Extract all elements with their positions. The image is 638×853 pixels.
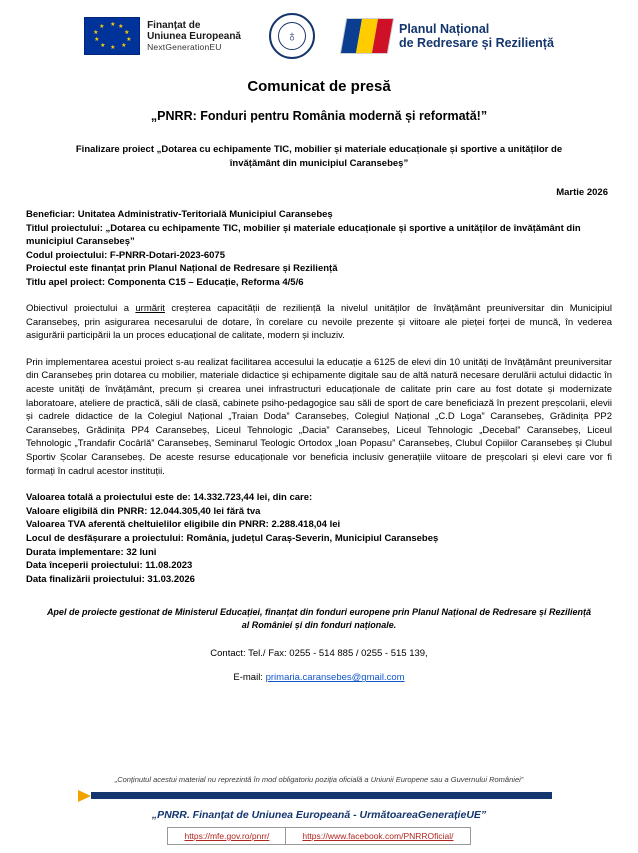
romania-government-seal-icon [269, 13, 315, 59]
arrow-icon [78, 790, 91, 802]
objective-underlined-word: urmărit [135, 303, 165, 314]
eu-funding-logo [84, 17, 241, 55]
meta-project-code: Codul proiectului: F-PNRR-Dotari-2023-6075 [26, 249, 225, 261]
page-subtitle: „PNRR: Fonduri pentru România modernă și reformată!” [150, 109, 488, 123]
contact-phone-line: Contact: Tel./ Fax: 0255 - 514 885 / 0255 - 515 139, [210, 648, 428, 660]
footer-links [26, 827, 612, 845]
footer-link-cell[interactable] [285, 827, 470, 845]
figure-start-date: Data începerii proiectului: 11.08.2023 [26, 560, 193, 572]
publication-date: Martie 2026 [556, 187, 608, 198]
pnrr-line-1: Planul Național [398, 22, 490, 36]
figure-total-value: Valoarea totală a proiectului este de: 14.332.723,44 lei, din care: [26, 492, 313, 504]
pnrr-logo-text [399, 22, 554, 50]
objective-paragraph [26, 302, 612, 343]
bar-divider [91, 792, 552, 799]
figure-vat-value: Valoarea TVA aferentă cheltuielilor eligibile din PNRR: 2.288.418,04 lei [26, 519, 341, 531]
romania-flag-icon [340, 18, 394, 54]
meta-financing: Proiectul este finanțat prin Planul Național de Redresare și Reziliență [26, 263, 338, 274]
email-label: E-mail: [233, 672, 266, 684]
header-logos [26, 0, 612, 64]
footer [26, 775, 612, 845]
eu-line-3: NextGenerationEU [147, 41, 222, 52]
figure-location: Locul de desfășurare a proiectului: România, județul Caraș-Severin, Municipiul Caransebeș [26, 532, 439, 544]
objective-lead: Obiectivul proiectului a [26, 303, 136, 314]
footer-title: „PNRR. Finanțat de Uniunea Europeană - UrmătoareaGenerațieUE” [151, 809, 487, 821]
pnrr-line-2: de Redresare și Reziliență [398, 36, 554, 50]
pnrr-logo [343, 18, 554, 54]
meta-project-title: Titlul proiectului: „Dotarea cu echipamente TIC, mobilier și materiale educaționale și sportive a unităților de învățământ din municipiul Caransebeș” [26, 222, 581, 247]
contact-email-line [26, 672, 612, 683]
pnrr-facebook-link[interactable]: https://www.facebook.com/PNRROficial/ [302, 831, 454, 841]
figure-end-date: Data finalizării proiectului: 31.03.2026 [26, 573, 195, 585]
eu-flag-icon: ★ ★ ★ ★ ★ ★ ★ ★ ★ ★ [84, 17, 140, 55]
project-meta-block [26, 208, 612, 289]
eu-line-2: Uniunea Europeană [147, 30, 241, 42]
meta-call-title: Titlu apel proiect: Componenta C15 – Educație, Reforma 4/5/6 [26, 276, 304, 288]
figure-duration: Durata implementare: 32 luni [26, 546, 157, 558]
meta-beneficiary: Beneficiar: Unitatea Administrativ-Teritorială Municipiul Caransebeș [26, 209, 333, 220]
footer-link-cell[interactable] [167, 827, 285, 845]
pnrr-site-link[interactable]: https://mfe.gov.ro/pnrr/ [184, 831, 270, 841]
footer-disclaimer: „Conținutul acestui material nu reprezintă în mod obligatoriu poziția oficială a Uniunii Europene sau a Guvernului României” [114, 775, 524, 784]
eu-line-1: Finanțat de [147, 19, 201, 31]
eagle-glyph: ♁ [286, 27, 298, 45]
project-headline: Finalizare proiect „Dotarea cu echipamente TIC, mobilier și materiale educaționale și sportive a unităților de învățământ din municipiul Caransebeș” [75, 144, 563, 169]
email-link[interactable]: primaria.caransebes@gmail.com [265, 672, 405, 684]
objective-rest: creșterea capacității de reziliență la nivelul unităților de învățământ preuniversitar din Municipiul Caransebeș, prin asigurarea necesarului de dotare, în corelare cu nevoile prezente și viitoare ale pieței forței de muncă, în vederea asigurării participării la un proces educațional de calitate, modern și incluziv. [26, 303, 613, 342]
page-title: Comunicat de presă [247, 78, 391, 95]
implementation-paragraph: Prin implementarea acestui proiect s-au realizat facilitarea accesului la educație a 6125 de elevi din 10 unități de învățământ preuniversitar din Caransebeș prin dotarea cu mobilier, materiale didactice și echipamente digitale sau de altă natură necesare derulării actului didactic în aceste unități de învățământ, precum și crearea unei infrastructuri educaționale de calitate prin care au fost dotate și modernizate laboratoare, ateliere de practică, săli de clasă, cabinete psiho-pedagogice sau săli de sport de care beneficiază în prezent preșcolarii, elevii și cadrele didactice de la Colegiul Național „Traian Doda” Caransebeș, Colegiul Național „C.D Loga” Caransebeș, Grădinița PP2 Caransebeș, Grădinița PP4 Caransebeș, Liceul Tehnologic „Dacia” Caransebeș, Liceul Tehnologic „Decebal” Caransebeș, Liceul Tehnologic „Trandafir Cocârlă” Caransebeș, Seminarul Teologic Ortodox „Ioan Popasu” Caransebeș, Clubul Copiilor Caransebeș și Clubul Sportiv Școlar Caransebeș. De aceste resurse educaționale vor beneficia inclusiv generațiile viitoare de preșcolari și elevi care vor fi formați în cadrul acestor instituții. [26, 356, 612, 477]
eu-funding-text [147, 20, 241, 53]
funding-note: Apel de proiecte gestionat de Ministerul Educației, finanțat din fonduri europene prin Planul Național de Redresare și Reziliență al României și din fonduri naționale. [46, 607, 592, 631]
project-figures-block [26, 491, 612, 586]
figure-eligible-value: Valoare eligibilă din PNRR: 12.044.305,40 lei fără tva [26, 505, 261, 517]
decorative-arrow-bar [26, 790, 612, 801]
